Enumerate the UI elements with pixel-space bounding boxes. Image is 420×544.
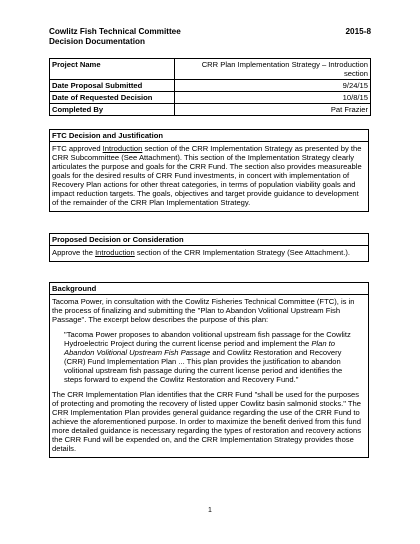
page-number: 1 — [208, 507, 212, 514]
decision-text-rest: section of the CRR Implementation Strategy as presented by the CRR Subcommittee (See Attachment). This section of the Implementation Strategy clearly articulates the purpose and goals for the CRR Fund. The section also provides measureable goals for the desired results of CRR Fund investments, in concert with implementation of Recovery Plan actions for other threat categories, in terms of population viability goals and impact reduction targets. The goals, objectives and target provide guidance to development of the remainder of the CRR Plan Implementation Strategy. — [52, 144, 362, 207]
quote-text-start: "Tacoma Power proposes to abandon volitional upstream fish passage for the Cowlitz Hydroelectric Project during the current license period and implement the — [64, 330, 351, 348]
date-requested-value: 10/8/15 — [175, 92, 371, 104]
document-header — [49, 27, 371, 47]
table-row — [50, 92, 371, 104]
decision-title: FTC Decision and Justification — [50, 130, 368, 142]
proposed-text-underlined: Introduction — [95, 248, 135, 257]
background-paragraph-1: Tacoma Power, in consultation with the Cowlitz Fisheries Technical Committee (FTC), is in the process of finalizing and submitting the "Plan to Abandon Volitional Upstream Fish Passage". The excerpt below describes the purpose of this plan: — [52, 297, 355, 324]
background-body — [50, 295, 368, 457]
doc-type: Decision Documentation — [49, 37, 145, 46]
table-row — [50, 104, 371, 116]
date-requested-label: Date of Requested Decision — [50, 92, 175, 104]
project-info-table — [49, 58, 371, 116]
table-row — [50, 80, 371, 92]
decision-section — [49, 129, 369, 212]
completed-by-value: Pat Frazier — [175, 104, 371, 116]
completed-by-label: Completed By — [50, 104, 175, 116]
doc-id: 2015-8 — [345, 27, 371, 36]
project-name-label: Project Name — [50, 59, 175, 80]
proposed-section — [49, 233, 369, 262]
date-submitted-label: Date Proposal Submitted — [50, 80, 175, 92]
decision-text-start: FTC approved — [52, 144, 103, 153]
proposed-body — [50, 246, 368, 261]
quote-text-rest: and Cowlitz Restoration and Recovery (CRR) Fund Implementation Plan ... This plan provides the justification to abandon volitional upstream fish passage during the current license period and identifies the steps forward to expend the Cowlitz Restoration and Recovery Fund." — [64, 348, 343, 384]
background-section — [49, 282, 369, 458]
proposed-text-start: Approve the — [52, 248, 96, 257]
decision-body — [50, 142, 368, 211]
quote-text-italic: Plan to Abandon Volitional Upstream Fish Passage — [64, 339, 335, 357]
date-submitted-value: 9/24/15 — [175, 80, 371, 92]
background-title: Background — [50, 283, 368, 295]
project-name-value: CRR Plan Implementation Strategy – Introduction section — [175, 59, 371, 80]
decision-text-underlined: Introduction — [102, 144, 143, 153]
background-quote — [64, 330, 360, 384]
table-row — [50, 59, 371, 80]
proposed-title: Proposed Decision or Consideration — [50, 234, 368, 246]
org-name: Cowlitz Fish Technical Committee — [49, 27, 181, 36]
background-paragraph-3: The CRR Implementation Plan identifies that the CRR Fund "shall be used for the purposes of protecting and promoting the recovery of listed upper Cowlitz basin salmonid stocks." The CRR Implementation Plan provides general guidance regarding the use of the CRR Fund to achieve the aforementioned purpose. In order to maximize the benefit derived from this fund more detailed guidance is necessary regarding the types of restoration and recovery actions the CRR Fund will be expended on, and the CRR Implementation Strategy provides those details. — [52, 390, 361, 453]
proposed-text-rest: section of the CRR Implementation Strategy (See Attachment.). — [134, 248, 351, 257]
